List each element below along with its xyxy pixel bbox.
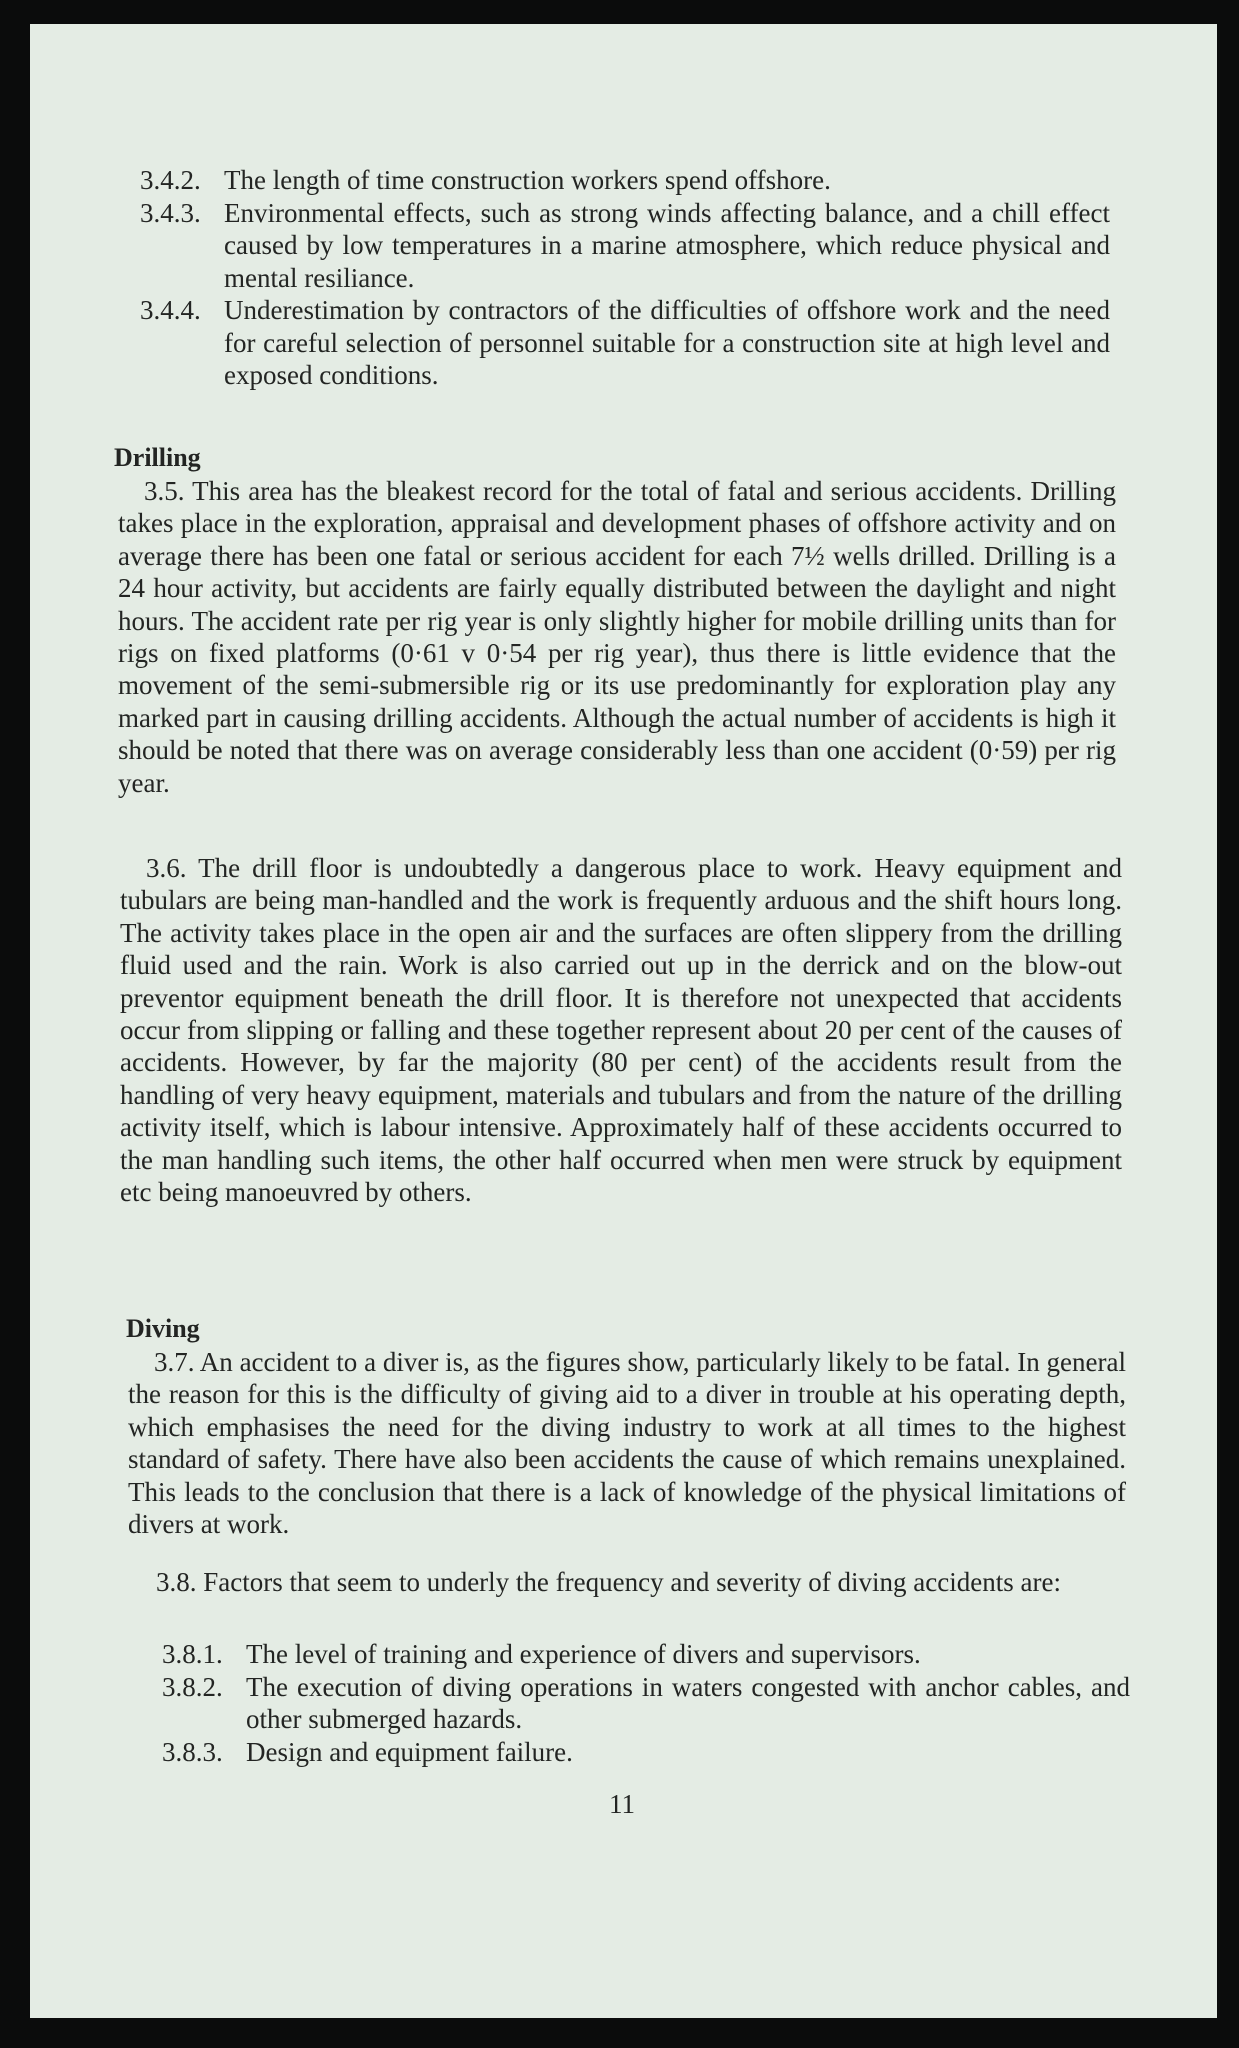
- list-item-number: 3.8.2.: [162, 1671, 223, 1702]
- list-item-3-8-3: [162, 1736, 1130, 1769]
- list-item-number: 3.4.2.: [140, 165, 201, 195]
- list-item-text: The length of time construction workers spend offshore.: [224, 165, 831, 195]
- drilling-heading: Drilling: [114, 443, 201, 472]
- list-item-text: Design and equipment failure.: [246, 1736, 573, 1767]
- list-item-text: Environmental effects, such as strong winds affecting balance, and a chill effect caused by low temperatures in a marine atmosphere, which reduce physical and mental resiliance.: [224, 197, 1110, 293]
- list-item-3-4-3: [140, 197, 1110, 295]
- document-page: [30, 24, 1217, 2018]
- list-item-text: Underestimation by contractors of the difficulties of offshore work and the need for careful selection of personnel suitable for a construction site at high level and exposed conditions.: [224, 295, 1110, 390]
- list-item-number: 3.8.1.: [162, 1639, 223, 1669]
- paragraph-3-7: 3.7. An accident to a diver is, as the figures show, particularly likely to be fatal. In general the reason for this is the difficulty of giving aid to a diver in trouble at his operating depth, which emphasises the need for the diving industry to work at all times to the highest standard of safety. There have also been accidents the cause of which remains unexplained. This leads to the conclusion that there is a lack of knowledge of the physical limitations of divers at work.: [128, 1347, 1126, 1540]
- diving-factors-list: [162, 1638, 1130, 1768]
- list-item-number: 3.4.3.: [140, 197, 201, 228]
- list-item-3-4-4: [140, 294, 1110, 392]
- list-item-text: The execution of diving operations in waters congested with anchor cables, and other submerged hazards.: [246, 1671, 1130, 1734]
- paragraph-3-8: 3.8. Factors that seem to underly the frequency and severity of diving accidents are:: [156, 1567, 1061, 1597]
- list-item-3-4-2: [140, 164, 1110, 197]
- list-item-number: 3.4.4.: [140, 295, 201, 325]
- list-item-3-8-2: [162, 1671, 1130, 1736]
- list-item-text: The level of training and experience of divers and supervisors.: [246, 1639, 921, 1669]
- list-item-number: 3.8.3.: [162, 1736, 223, 1767]
- top-list: [140, 164, 1110, 392]
- paragraph-3-5: 3.5. This area has the bleakest record for the total of fatal and serious accidents. Drilling takes place in the exploration, appraisal and development phases of offshore activity and on average there has been one fatal or serious accident for each 7½ wells drilled. Drilling is a 24 hour activity, but accidents are fairly equally distributed between the daylight and night hours. The accident rate per rig year is only slightly higher for mobile drilling units than for rigs on fixed platforms (0·61 v 0·54 per rig year), thus there is little evidence that the movement of the semi-submersible rig or its use predominantly for exploration play any marked part in causing drilling accidents. Although the actual number of accidents is high it should be noted that there was on average considerably less than one accident (0·59) per rig year.: [118, 476, 1116, 798]
- paragraph-3-6: 3.6. The drill floor is undoubtedly a dangerous place to work. Heavy equipment and tubulars are being man-handled and the work is frequently arduous and the shift hours long. The activity takes place in the open air and the surfaces are often slippery from the drilling fluid used and the rain. Work is also carried out up in the derrick and on the blow-out preventor equipment beneath the drill floor. It is therefore not unexpected that accidents occur from slipping or falling and these together represent about 20 per cent of the causes of accidents. However, by far the majority (80 per cent) of the accidents result from the handling of very heavy equipment, materials and tubulars and from the nature of the drilling activity itself, which is labour intensive. Approximately half of these accidents occurred to the man handling such items, the other half occurred when men were struck by equipment etc being manoeuvred by others.: [120, 853, 1122, 1208]
- diving-heading: Diving: [126, 1314, 200, 1343]
- list-item-3-8-1: [162, 1638, 1130, 1671]
- page-number: 11: [609, 1789, 635, 1819]
